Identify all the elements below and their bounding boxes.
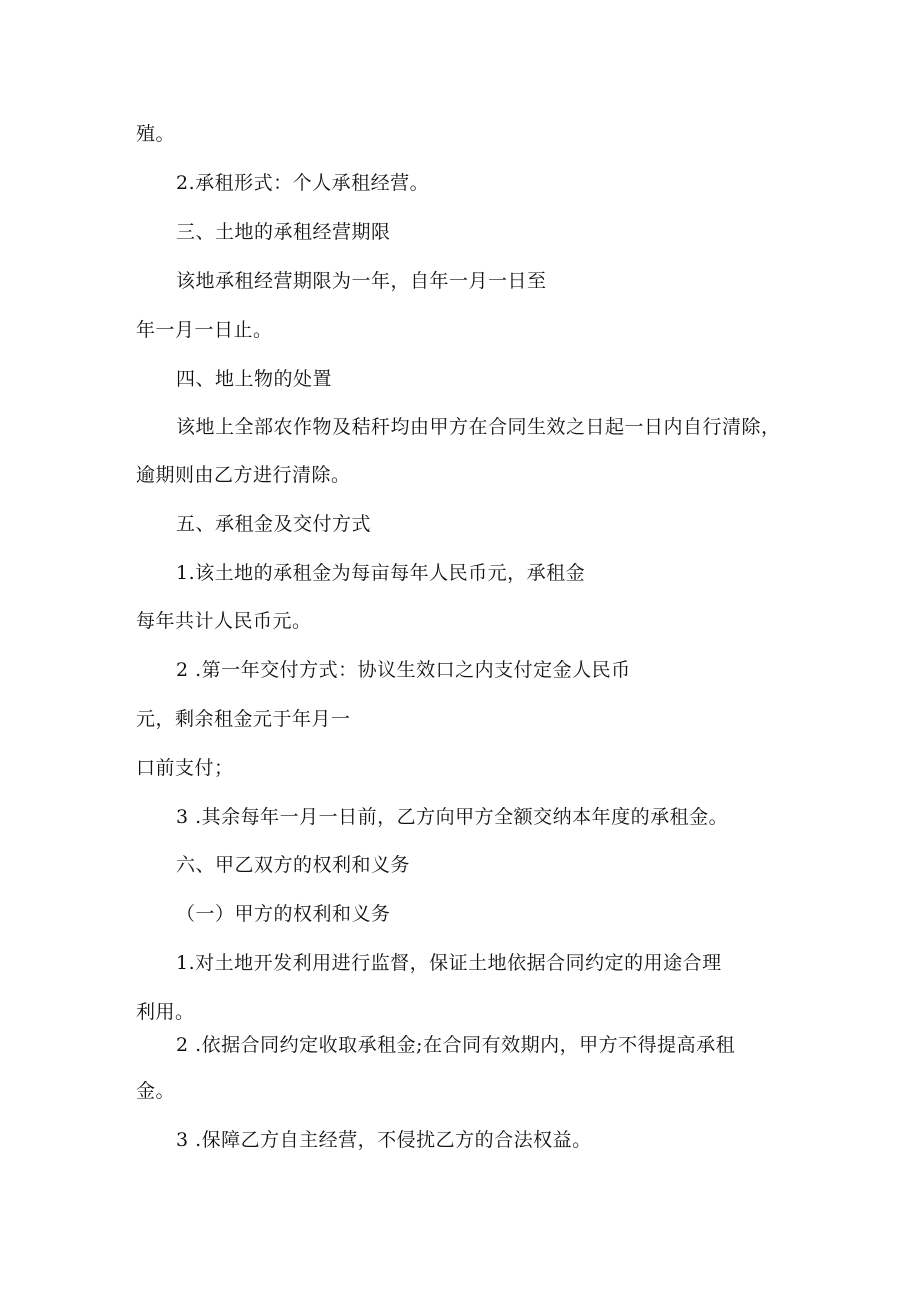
text-line: 该地上全部农作物及秸秆均由甲方在合同生效之日起一日内自行清除， bbox=[176, 416, 781, 438]
text-line: 年一月一日止。 bbox=[136, 319, 273, 341]
text-line: 2.承租形式：个人承租经营。 bbox=[176, 172, 430, 194]
text-line: 1.该土地的承租金为每亩每年人民币元，承租金 bbox=[176, 562, 586, 584]
text-line: 口前支付； bbox=[136, 757, 234, 779]
text-line: 该地承租经营期限为一年，自年一月一日至 bbox=[176, 270, 547, 292]
section-heading: 六、甲乙双方的权利和义务 bbox=[176, 854, 411, 876]
text-line: 2 .第一年交付方式：协议生效口之内支付定金人民币 bbox=[176, 659, 631, 681]
text-line: 2 .依据合同约定收取承租金;在合同有效期内，甲方不得提高承租 bbox=[176, 1034, 736, 1056]
text-line: 殖。 bbox=[136, 123, 176, 145]
section-heading: 五、承租金及交付方式 bbox=[176, 513, 372, 535]
text-line: 金。 bbox=[136, 1080, 176, 1102]
text-line: 1.对土地开发利用进行监督，保证土地依据合同约定的用途合理 bbox=[176, 952, 722, 974]
text-line: 利用。 bbox=[136, 1001, 195, 1023]
text-line: 逾期则由乙方进行清除。 bbox=[136, 464, 351, 486]
section-heading: 三、土地的承租经营期限 bbox=[176, 221, 391, 243]
text-line: 3 .保障乙方自主经营，不侵扰乙方的合法权益。 bbox=[176, 1129, 592, 1151]
text-line: 每年共计人民币元。 bbox=[136, 610, 312, 632]
section-heading: 四、地上物的处置 bbox=[176, 368, 333, 390]
subsection-heading: （一）甲方的权利和义务 bbox=[176, 903, 391, 925]
text-line: 3 .其余每年一月一日前，乙方向甲方全额交纳本年度的承租金。 bbox=[176, 806, 729, 828]
text-line: 元，剩余租金元于年月一 bbox=[136, 708, 351, 730]
